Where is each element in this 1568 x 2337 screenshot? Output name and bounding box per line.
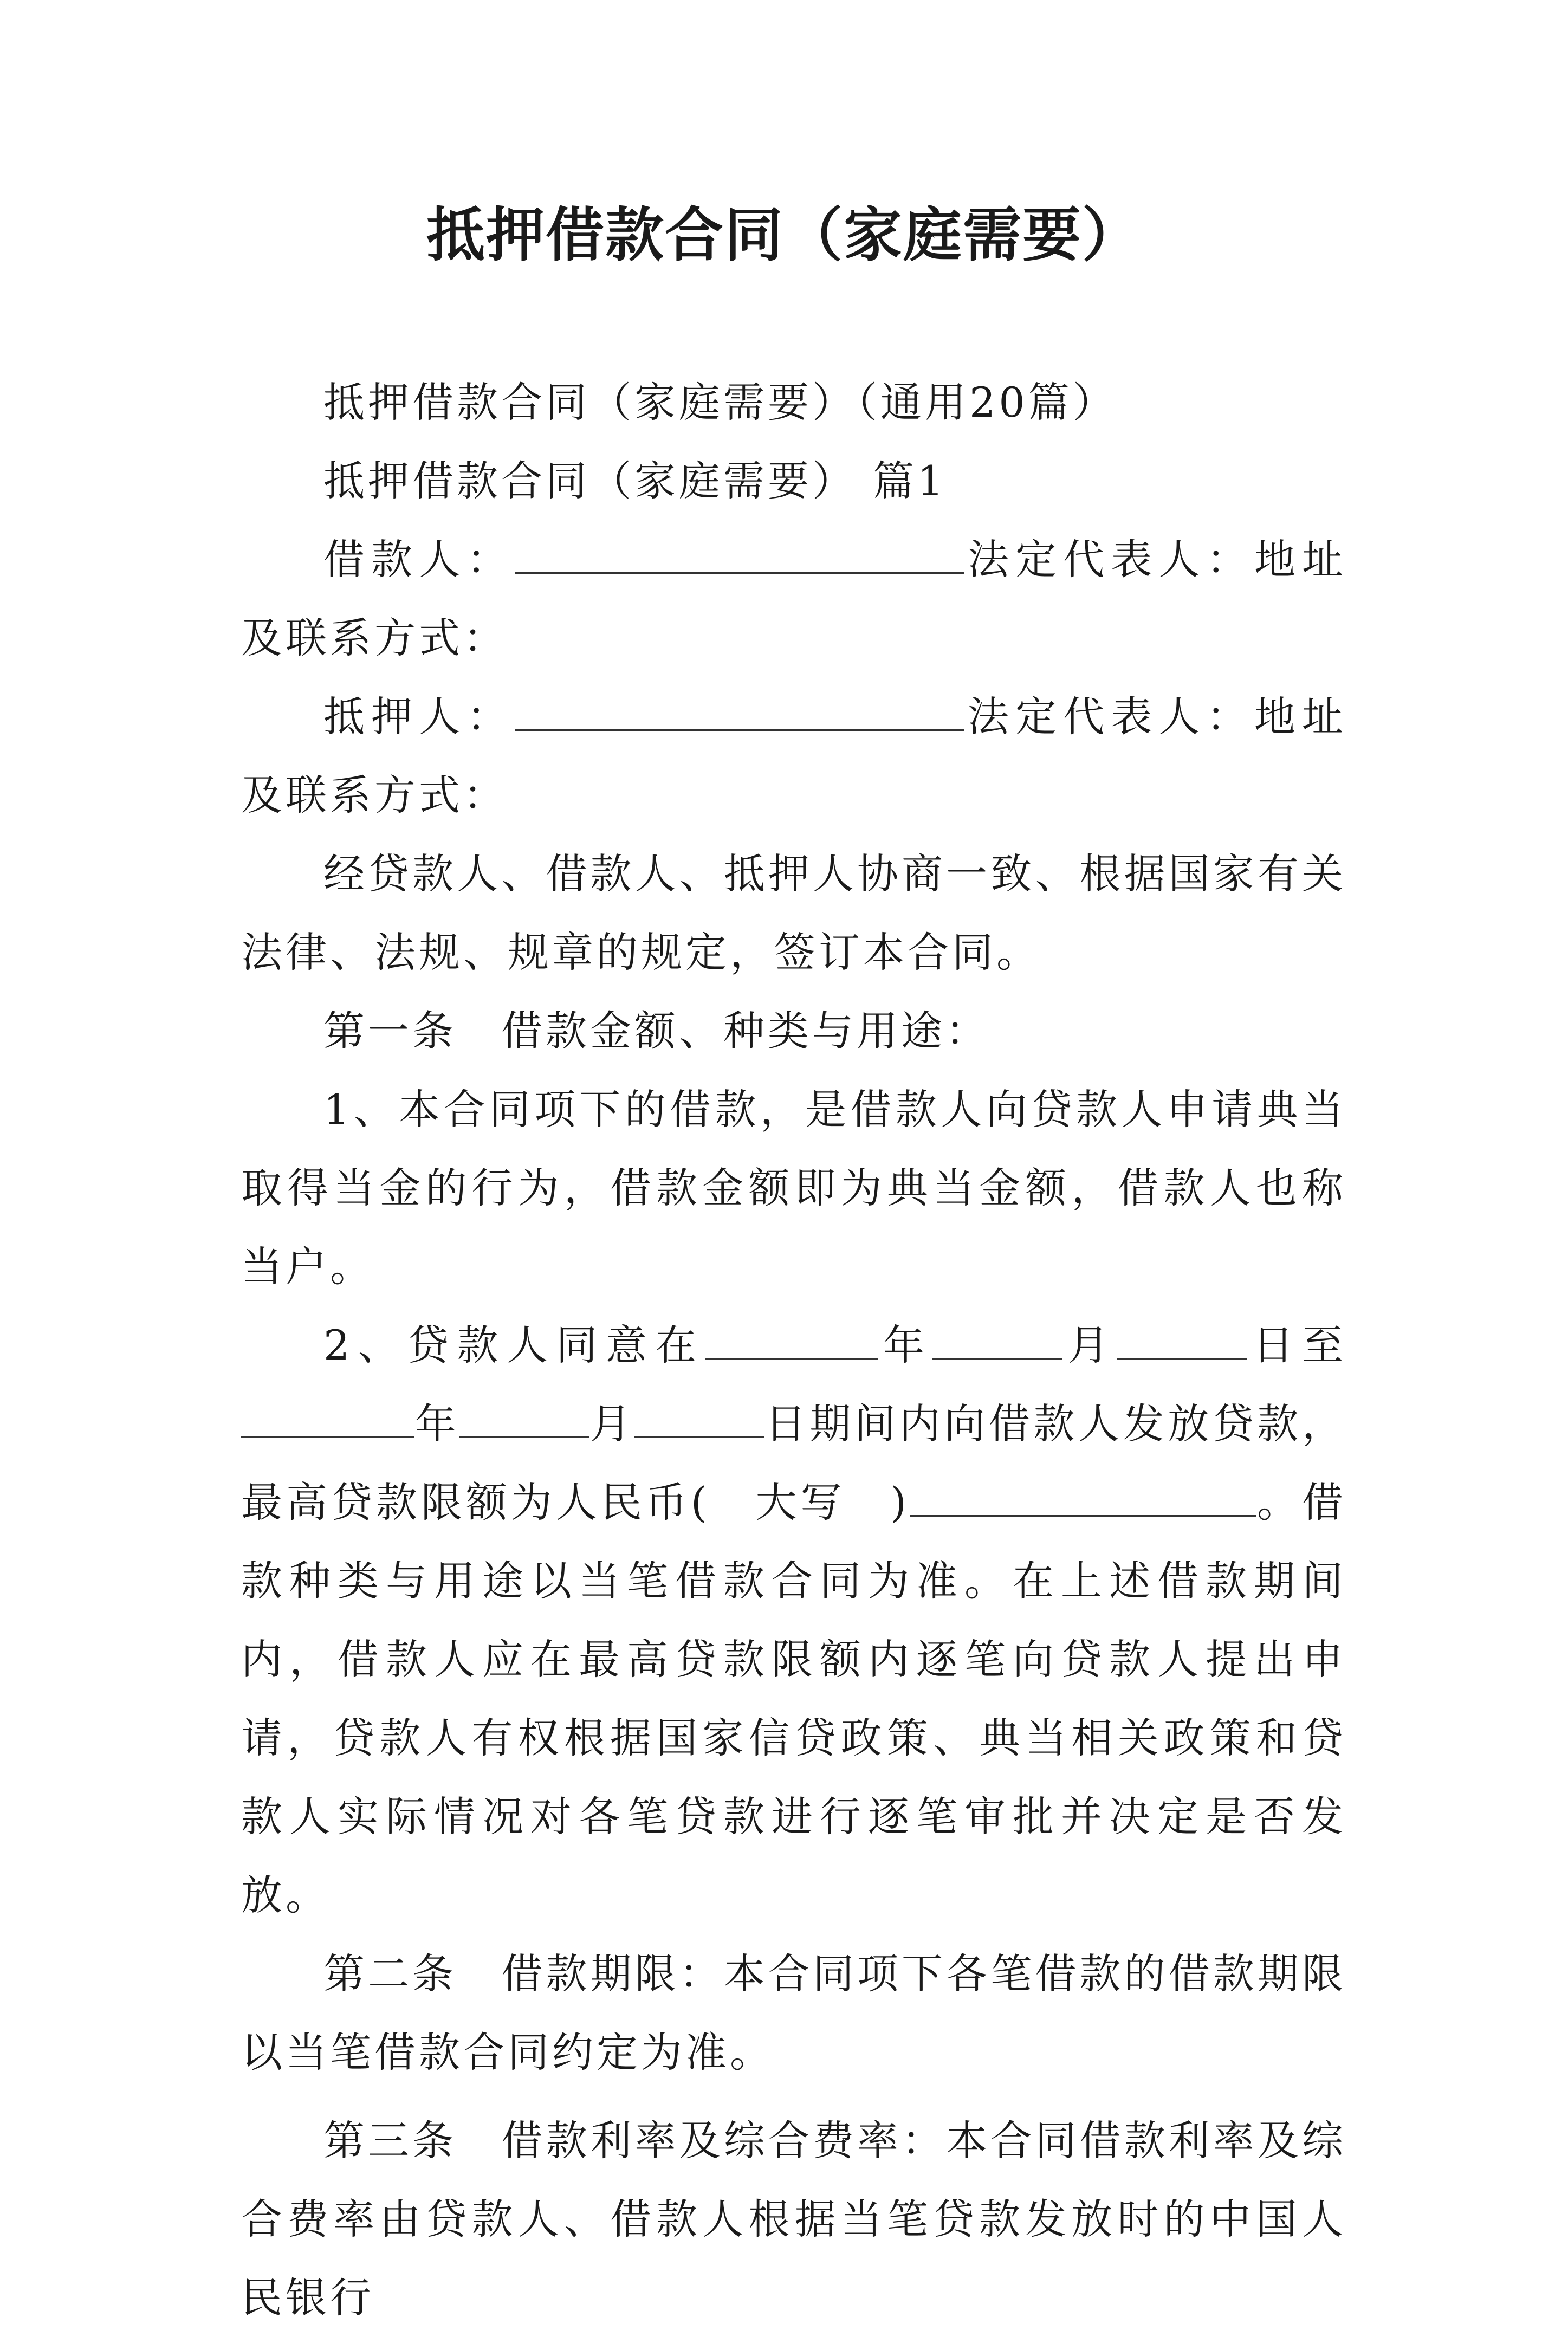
clause-2-limit: 日期间内向借款人发放贷款，最高贷款限额为人民币( 大写 ) bbox=[241, 1400, 1347, 1526]
article-2: 第二条 借款期限：本合同项下各笔借款的借款期限以当笔借款合同约定为准。 bbox=[241, 1950, 1346, 2076]
end-year-blank bbox=[241, 1399, 414, 1438]
document-title: 抵押借款合同（家庭需要） bbox=[426, 202, 1142, 269]
preamble: 经贷款人、借款人、抵押人协商一致、根据国家有关法律、法规、规章的规定，签订本合同。 bbox=[241, 850, 1346, 976]
article-3: 第三条 借款利率及综合费率：本合同借款利率及综合费率由贷款人、借款人根据当笔贷款发放时的中国人民银行 bbox=[241, 2116, 1346, 2322]
clause-2-rest: 。借款种类与用途以当笔借款合同为准。在上述借款期间内，借款人应在最高贷款限额内逐笔向贷款人提出申请，贷款人有权根据国家信贷政策、典当相关政策和贷款人实际情况对各笔贷款进行逐笔审批并决定是否发放。 bbox=[241, 1478, 1346, 1919]
start-year-blank bbox=[705, 1320, 878, 1360]
mortgagor-label: 抵押人： bbox=[323, 692, 515, 741]
end-month-label: 月 bbox=[589, 1400, 635, 1448]
article-1-title: 第一条 借款金额、种类与用途： bbox=[323, 1007, 990, 1055]
article-1-clause-2 bbox=[241, 1306, 1346, 1934]
clause-2-intro: 2、贷款人同意在 bbox=[323, 1321, 705, 1369]
amount-blank bbox=[910, 1477, 1256, 1517]
article-1-clause-1: 1、本合同项下的借款，是借款人向贷款人申请典当取得当金的行为，借款金额即为典当金额，借款人也称当户。 bbox=[241, 1085, 1346, 1291]
borrower-blank bbox=[515, 534, 964, 574]
start-month-label: 月 bbox=[1062, 1321, 1118, 1369]
borrower-rep: 法定代表人：地址及联系方式： bbox=[241, 535, 1347, 662]
document-body bbox=[241, 363, 1346, 2337]
end-month-blank bbox=[459, 1399, 589, 1438]
start-day-blank bbox=[1117, 1320, 1247, 1360]
mortgagor-rep: 法定代表人：地址及联系方式： bbox=[241, 692, 1347, 819]
start-month-blank bbox=[932, 1320, 1062, 1360]
borrower-line bbox=[241, 520, 1346, 677]
mortgagor-line bbox=[241, 677, 1346, 834]
start-year-label: 年 bbox=[878, 1321, 933, 1369]
borrower-label: 借款人： bbox=[323, 535, 515, 584]
start-day-label: 日至 bbox=[1247, 1321, 1347, 1369]
section-heading: 抵押借款合同（家庭需要） 篇1 bbox=[323, 457, 947, 505]
document-subtitle: 抵押借款合同（家庭需要）（通用20篇） bbox=[323, 378, 1117, 426]
end-day-blank bbox=[634, 1399, 764, 1438]
mortgagor-blank bbox=[515, 691, 964, 731]
end-year-label: 年 bbox=[414, 1400, 460, 1448]
